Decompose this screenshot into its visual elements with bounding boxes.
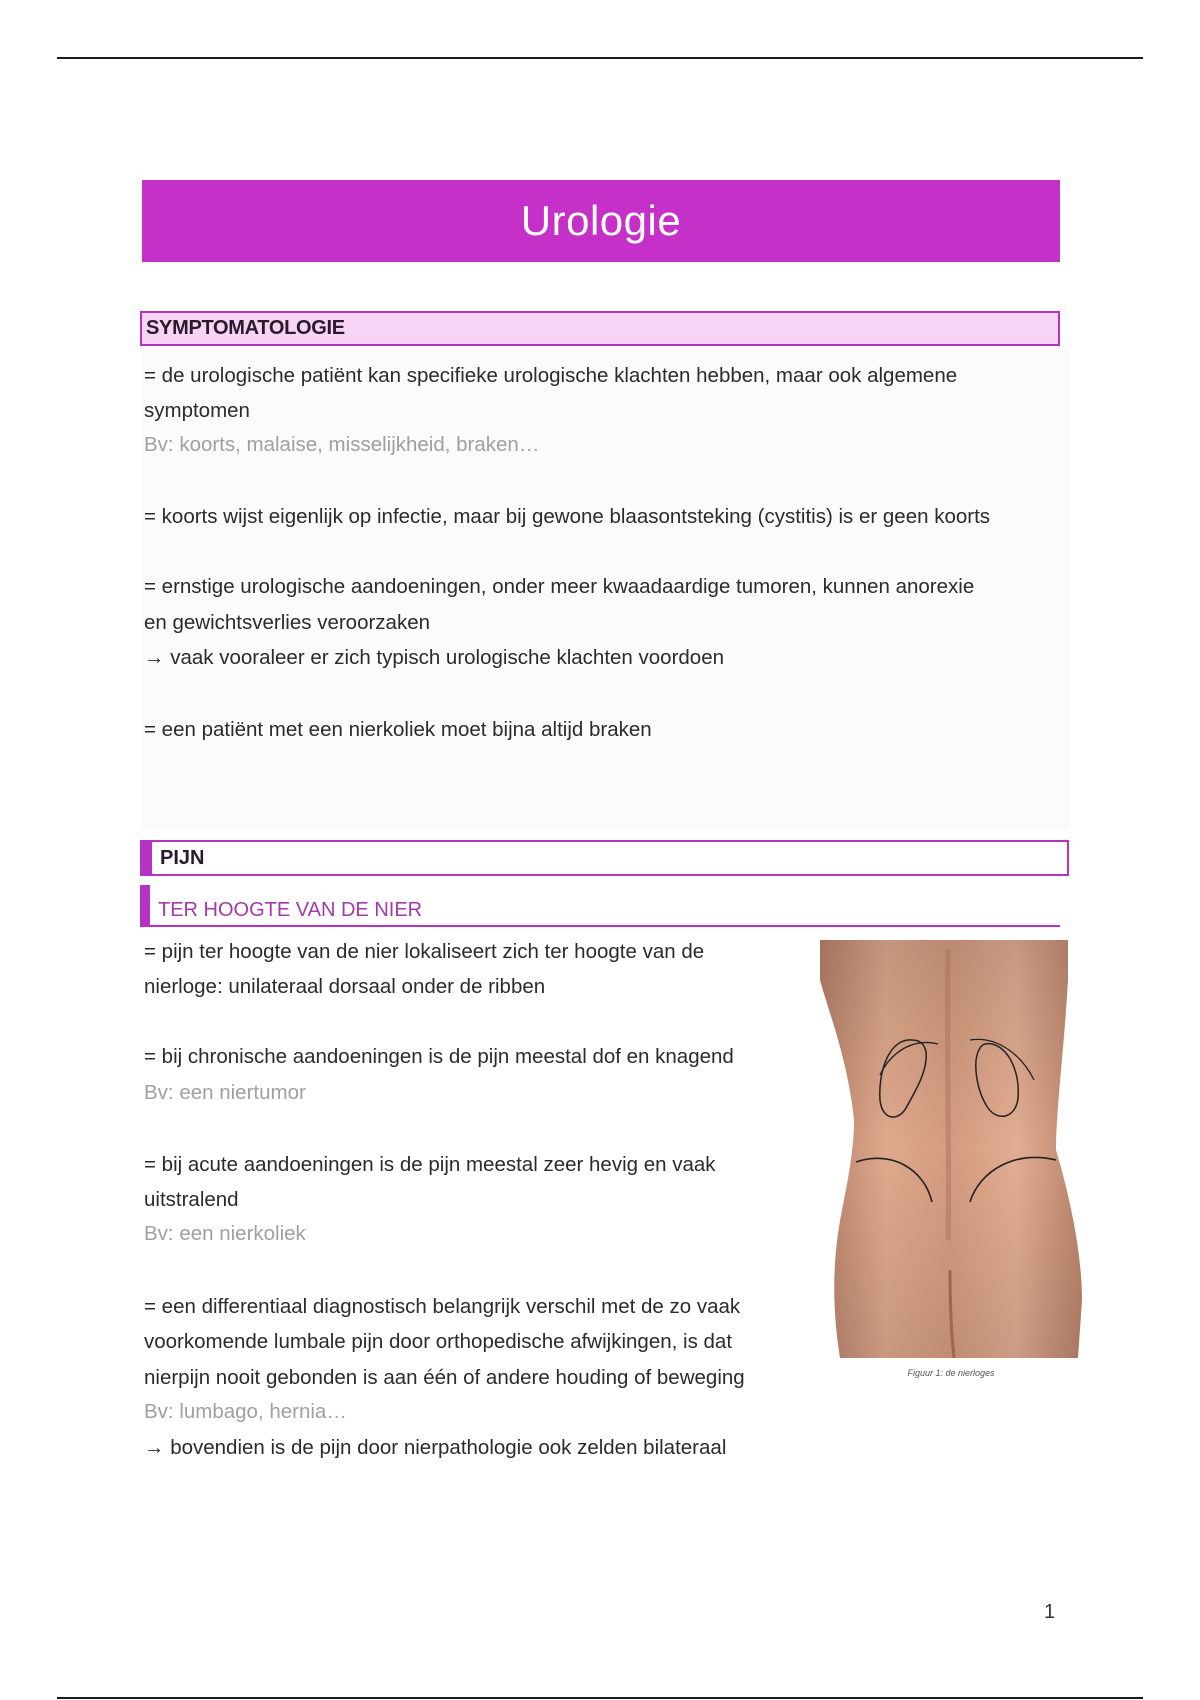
example-line: Bv: koorts, malaise, misselijkheid, braken… (144, 433, 540, 456)
paragraph-line: = de urologische patiënt kan specifieke urologische klachten hebben, maar ook algemene (144, 364, 958, 387)
example-line: Bv: een niertumor (144, 1081, 306, 1104)
header-rule (57, 57, 1143, 59)
paragraph-line: en gewichtsverlies veroorzaken (144, 611, 430, 634)
section-heading-symptomatologie: SYMPTOMATOLOGIE (140, 311, 1060, 346)
paragraph-line: = een differentiaal diagnostisch belangrijk verschil met de zo vaak (144, 1295, 741, 1318)
heading-accent-bar (142, 842, 152, 874)
paragraph-line: uitstralend (144, 1188, 239, 1211)
paragraph-line: = een patiënt met een nierkoliek moet bijna altijd braken (144, 718, 652, 741)
spine-shadow (947, 950, 948, 1240)
paragraph-line: nierloge: unilateraal dorsaal onder de ribben (144, 975, 546, 998)
example-line: Bv: een nierkoliek (144, 1222, 306, 1245)
figure-caption: Figuur 1: de nierloges (907, 1368, 995, 1378)
paragraph-line: nierpijn nooit gebonden is aan één of andere houding of beweging (144, 1366, 745, 1389)
subheading-ter-hoogte-van-de-nier (140, 885, 1060, 927)
section-heading-pijn-label: PIJN (160, 846, 205, 869)
page-number: 1 (1044, 1601, 1056, 1623)
footer-rule (57, 1697, 1143, 1699)
example-line: Bv: lumbago, hernia… (144, 1400, 347, 1423)
paragraph-line: = bij acute aandoeningen is de pijn meestal zeer hevig en vaak (144, 1153, 716, 1176)
subheading-label: TER HOOGTE VAN DE NIER (158, 898, 423, 921)
paragraph-line: voorkomende lumbale pijn door orthopedische afwijkingen, is dat (144, 1330, 733, 1353)
paragraph-line: = koorts wijst eigenlijk op infectie, maar bij gewone blaasontsteking (cystitis) is er geen koorts (144, 505, 991, 528)
kidney-location-figure (820, 940, 1082, 1358)
paragraph-line: = pijn ter hoogte van de nier lokaliseert zich ter hoogte van de (144, 940, 705, 963)
paragraph-line: = ernstige urologische aandoeningen, onder meer kwaadaardige tumoren, kunnen anorexie (144, 575, 975, 598)
arrow-line: → vaak vooraleer er zich typisch urologische klachten voordoen (144, 646, 724, 669)
section-heading-pijn (140, 840, 1069, 876)
paragraph-line: symptomen (144, 399, 250, 422)
paragraph-line: = bij chronische aandoeningen is de pijn meestal dof en knagend (144, 1045, 734, 1068)
subheading-accent-bar (140, 885, 150, 925)
arrow-line: → bovendien is de pijn door nierpathologie ook zelden bilateraal (144, 1436, 727, 1459)
document-title: Urologie (142, 180, 1060, 262)
